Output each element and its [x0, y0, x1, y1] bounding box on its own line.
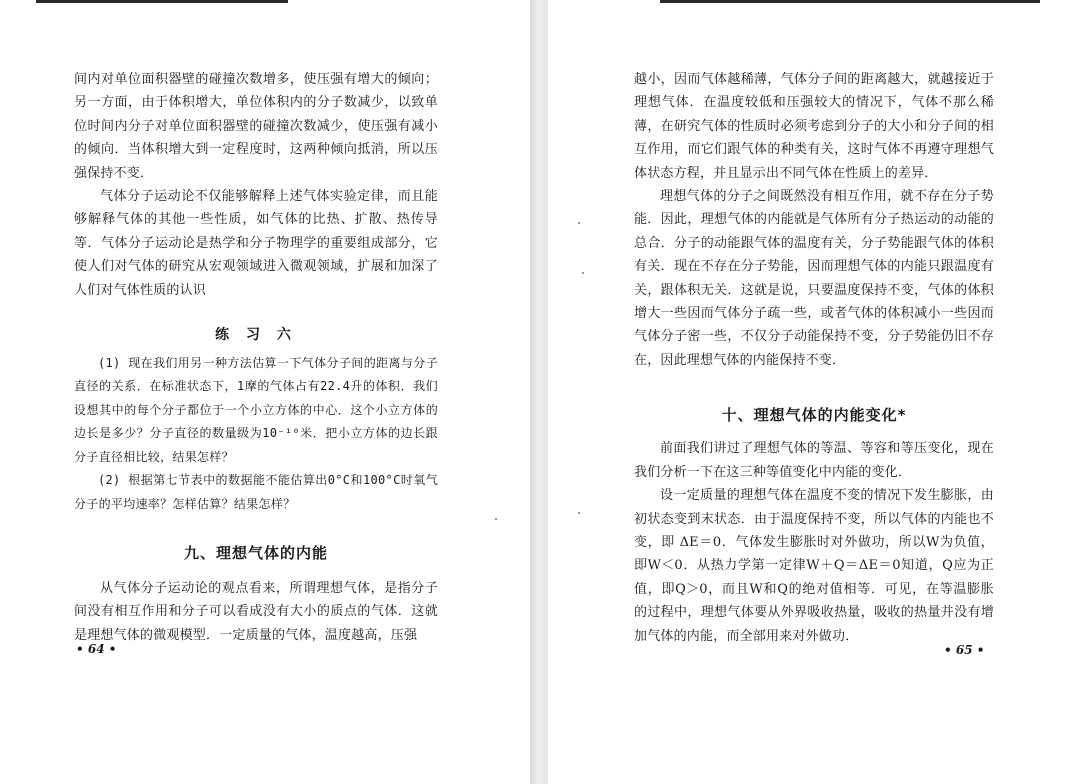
book-gutter: [530, 0, 548, 784]
paragraph: 从气体分子运动论的观点看来，所谓理想气体，是指分子间没有相互作用和分子可以看成没有大小的质点的气体．这就是理想气体的微观模型．一定质量的气体，温度越高，压强: [74, 580, 438, 643]
exercise-item: (2) 根据第七节表中的数据能不能估算出0°C和100°C时氧气分子的平均速率？怎样估算？结果怎样？: [74, 473, 438, 511]
right-page-content: [634, 68, 994, 648]
scan-speck: [578, 512, 580, 514]
left-page: [0, 0, 530, 784]
right-page: [548, 0, 1080, 784]
paragraph: 越小，因而气体越稀薄，气体分子间的距离越大，就越接近于理想气体．在温度较低和压强较大的情况下，气体不那么稀薄，在研究气体的性质时必须考虑到分子的大小和分子间的相互作用，而它们跟气体的种类有关，这时气体不再遵守理想气体状态方程，并且显示出不同气体在性质上的差异．: [634, 72, 994, 181]
exercise-item: (1) 现在我们用另一种方法估算一下气体分子间的距离与分子直径的关系．在标准状态下，1摩的气体占有22.4升的体积．我们设想其中的每个分子都位于一个小立方体的中心．这个小立方体的边长是多少？分子直径的数量级为10⁻¹⁰米．把小立方体的边长跟分子直径相比较，结果怎样？: [74, 356, 438, 464]
left-page-content: [74, 68, 438, 647]
paragraph: 前面我们讲过了理想气体的等温、等容和等压变化，现在我们分析一下在这三种等值变化中内能的变化．: [634, 441, 994, 480]
scan-speck: [495, 518, 497, 520]
paragraph: 气体分子运动论不仅能够解释上述气体实验定律，而且能够解释气体的其他一些性质，如气体的比热、扩散、热传导等．气体分子运动论是热学和分子物理学的重要组成部分，它使人们对气体的研究从宏观领域进入微观领域，扩展和加深了人们对气体性质的认识: [74, 189, 438, 298]
exercise-title: 练 习 六: [215, 327, 297, 344]
section-title: 十、理想气体的内能变化*: [721, 406, 907, 425]
top-rule: [36, 0, 288, 3]
page-number: • 64 •: [76, 642, 117, 656]
scan-speck: [582, 272, 584, 274]
section-title: 九、理想气体的内能: [183, 543, 328, 562]
paragraph: 理想气体的分子之间既然没有相互作用，就不存在分子势能．因此，理想气体的内能就是气体所有分子热运动的动能的总合．分子的动能跟气体的温度有关，分子势能跟气体的体积有关．现在不存在分子势能，因而理想气体的内能只跟温度有关，跟体积无关．这就是说，只要温度保持不变，气体的体积增大一些因而气体分子疏一些，或者气体的体积减小一些因而气体分子密一些，不仅分子动能保持不变，分子势能仍旧不存在，因此理想气体的内能保持不变．: [634, 189, 994, 368]
page-number: • 65 •: [944, 643, 985, 657]
scan-speck: [578, 222, 580, 224]
paragraph: 间内对单位面积器壁的碰撞次数增多，使压强有增大的倾向；另一方面，由于体积增大，单位体积内的分子数减少，以致单位时间内分子对单位面积器壁的碰撞次数减少，使压强有减小的倾向．当体积增大到一定程度时，这两种倾向抵消，所以压强保持不变．: [74, 72, 438, 181]
top-rule: [660, 0, 1040, 3]
paragraph: 设一定质量的理想气体在温度不变的情况下发生膨胀，由初状态变到末状态．由于温度保持不变，所以气体的内能也不变，即 ΔE＝0．气体发生膨胀时对外做功，所以W为负值，即W＜0．从热力学第一定律W＋Q＝ΔE＝0知道，Q应为正值，即Q＞0，而且W和Q的绝对值相等．可见，在等温膨胀的过程中，理想气体要从外界吸收热量，吸收的热量并没有增加气体的内能，而全部用来对外做功．: [634, 488, 994, 644]
